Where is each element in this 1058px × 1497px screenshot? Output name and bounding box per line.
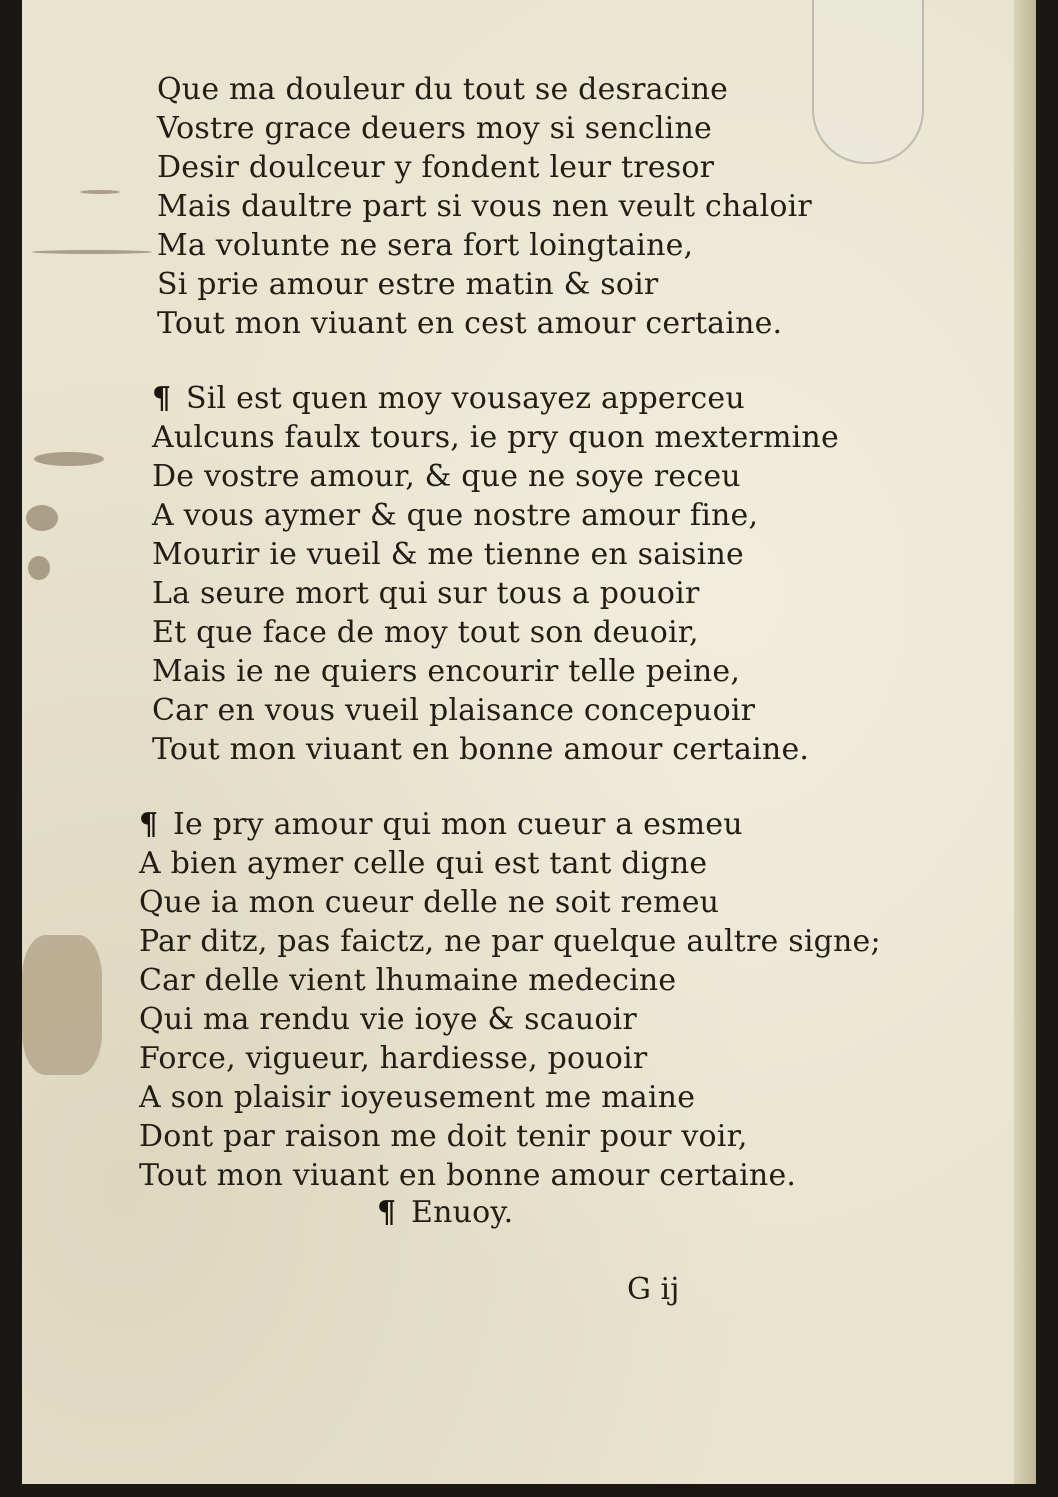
stain-mark — [26, 505, 58, 531]
verse-line: Dont par raison me doit tenir pour voir, — [139, 1119, 748, 1154]
verse-line-text: Ie pry amour qui mon cueur a esmeu — [173, 807, 743, 842]
verse-line: Tout mon viuant en bonne amour certaine. — [139, 1158, 797, 1193]
verse-line — [117, 805, 877, 844]
stanza-2 — [117, 379, 877, 769]
verse-line: Qui ma rendu vie ioye & scauoir — [139, 1002, 637, 1037]
page-edge — [1014, 0, 1036, 1484]
verse-line: Force, vigueur, hardiesse, pouoir — [139, 1041, 648, 1076]
poem-text — [117, 70, 881, 1268]
book-page — [22, 0, 1036, 1484]
verse-line: Tout mon viuant en cest amour certaine. — [157, 306, 783, 341]
stain-mark — [80, 190, 120, 194]
verse-line: A vous aymer & que nostre amour fine, — [152, 498, 759, 533]
verse-line: Par ditz, pas faictz, ne par quelque aultre signe; — [139, 924, 881, 959]
verse-line: De vostre amour, & que ne soye receu — [152, 459, 741, 494]
verse-line: Desir doulceur y fondent leur tresor — [157, 150, 715, 185]
verse-line: Car en vous vueil plaisance concepuoir — [152, 693, 756, 728]
verse-line: A son plaisir ioyeusement me maine — [139, 1080, 696, 1115]
verse-line: Vostre grace deuers moy si sencline — [157, 111, 712, 146]
pilcrow-icon: ¶ — [139, 807, 159, 842]
verse-line: Aulcuns faulx tours, ie pry quon mextermine — [152, 420, 839, 455]
verse-line: A bien aymer celle qui est tant digne — [139, 846, 708, 881]
signature-mark: G ij — [627, 1272, 680, 1307]
verse-line: Si prie amour estre matin & soir — [157, 267, 659, 302]
stain-mark — [34, 452, 104, 466]
verse-line: Et que face de moy tout son deuoir, — [152, 615, 699, 650]
envoy-label: Enuoy. — [411, 1195, 514, 1230]
verse-line: Mais ie ne quiers encourir telle peine, — [152, 654, 741, 689]
envoy-heading — [117, 1193, 877, 1232]
stain-mark — [22, 935, 102, 1075]
verse-line: Mais daultre part si vous nen veult chaloir — [157, 189, 812, 224]
stanza-3 — [117, 805, 881, 1232]
pilcrow-icon: ¶ — [152, 381, 172, 416]
verse-line: Tout mon viuant en bonne amour certaine. — [152, 732, 810, 767]
verse-line: Que ia mon cueur delle ne soit remeu — [139, 885, 720, 920]
verse-line: La seure mort qui sur tous a pouoir — [152, 576, 700, 611]
verse-line — [117, 379, 877, 418]
pilcrow-icon: ¶ — [377, 1195, 397, 1230]
stanza-1 — [117, 70, 877, 343]
verse-line: Que ma douleur du tout se desracine — [157, 72, 729, 107]
verse-line-text: Sil est quen moy vousayez apperceu — [186, 381, 745, 416]
verse-line: Ma volunte ne sera fort loingtaine, — [157, 228, 694, 263]
verse-line: Car delle vient lhumaine medecine — [139, 963, 677, 998]
stain-mark — [28, 556, 50, 580]
verse-line: Mourir ie vueil & me tienne en saisine — [152, 537, 745, 572]
